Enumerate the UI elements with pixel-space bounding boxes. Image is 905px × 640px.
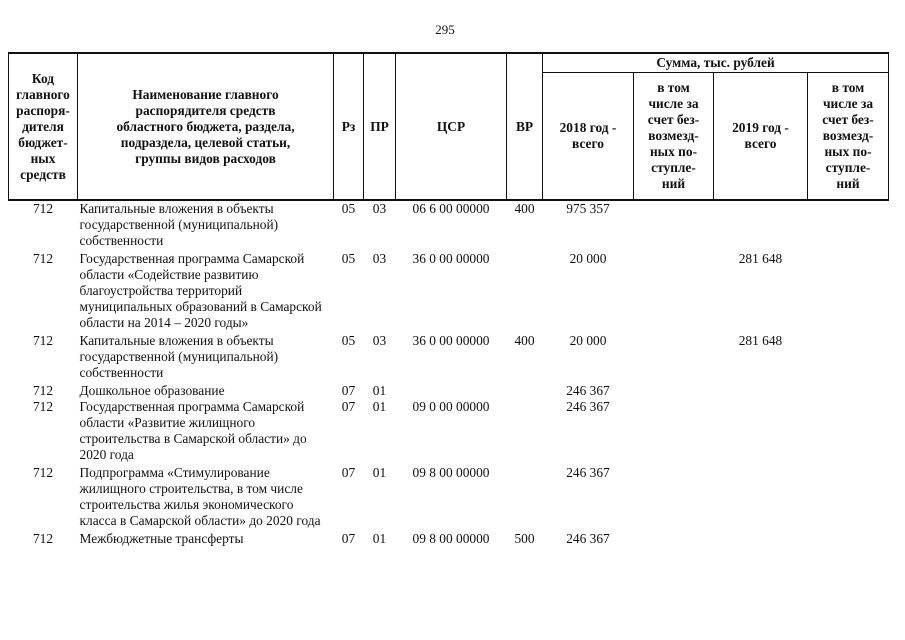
table-body <box>9 200 889 547</box>
cell-2019-total <box>714 399 808 465</box>
header-vr: ВР <box>507 53 543 200</box>
table-row <box>9 333 889 383</box>
cell-code: 712 <box>32 333 54 348</box>
cell-vr <box>507 399 543 465</box>
cell-csr: 36 0 00 00000 <box>412 333 490 348</box>
cell-code: 712 <box>32 251 54 266</box>
cell-rz: 07 <box>341 531 356 546</box>
cell-code: 712 <box>32 531 54 546</box>
cell-csr: 09 0 00 00000 <box>412 399 490 414</box>
cell-2019-total <box>714 200 808 251</box>
header-2018-free: в том числе за счет без- возмезд- ных по- ступле- ний <box>634 73 714 201</box>
cell-2018-free <box>634 333 714 383</box>
cell-vr: 500 <box>514 531 535 546</box>
header-name: Наименование главного распорядителя средств областного бюджета, раздела, подраздела, целевой статьи, группы видов расходов <box>78 53 334 200</box>
cell-vr <box>507 251 543 333</box>
cell-2018-total: 975 357 <box>566 201 610 216</box>
cell-vr <box>507 383 543 399</box>
table-row <box>9 465 889 531</box>
cell-name: Подпрограмма «Стимулирование жилищного строительства, в том числе строительства жилья экономического класса в Самарской области» до 2020 года <box>79 465 321 528</box>
cell-rz: 07 <box>341 383 356 398</box>
cell-csr: 09 8 00 00000 <box>412 465 490 480</box>
table-row <box>9 383 889 399</box>
cell-pr: 01 <box>372 531 387 546</box>
cell-2018-free <box>634 200 714 251</box>
cell-2018-total: 246 367 <box>566 399 610 414</box>
cell-2019-total <box>714 531 808 547</box>
cell-pr: 03 <box>372 333 387 348</box>
header-rz: Рз <box>334 53 364 200</box>
cell-pr: 03 <box>372 201 387 216</box>
cell-2019-free <box>808 399 889 465</box>
header-pr: ПР <box>364 53 396 200</box>
cell-2018-total: 246 367 <box>566 383 610 398</box>
cell-pr: 01 <box>372 383 387 398</box>
cell-2018-free <box>634 383 714 399</box>
cell-code: 712 <box>32 201 54 216</box>
cell-pr: 01 <box>372 465 387 480</box>
cell-2019-free <box>808 251 889 333</box>
table-header <box>9 53 889 200</box>
cell-vr <box>507 465 543 531</box>
page-number: 295 <box>435 22 455 37</box>
budget-table <box>8 52 889 547</box>
cell-name: Капитальные вложения в объекты государственной (муниципальной) собственности <box>79 201 279 248</box>
cell-rz: 05 <box>341 251 356 266</box>
cell-2019-free <box>808 200 889 251</box>
cell-pr: 03 <box>372 251 387 266</box>
cell-name: Государственная программа Самарской области «Содействие развитию благоустройства территорий муниципальных образований в Самарской области на 2014 – 2020 годы» <box>79 251 322 330</box>
cell-csr: 36 0 00 00000 <box>412 251 490 266</box>
cell-vr: 400 <box>514 201 535 216</box>
cell-2018-total: 246 367 <box>566 531 610 546</box>
cell-rz: 05 <box>341 201 356 216</box>
cell-csr: 06 6 00 00000 <box>412 201 490 216</box>
cell-name: Дошкольное образование <box>79 383 225 398</box>
header-csr: ЦСР <box>396 53 507 200</box>
cell-vr: 400 <box>514 333 535 348</box>
cell-2019-free <box>808 383 889 399</box>
table-row <box>9 531 889 547</box>
cell-2018-free <box>634 399 714 465</box>
cell-code: 712 <box>32 399 54 414</box>
cell-rz: 07 <box>341 399 356 414</box>
cell-name: Капитальные вложения в объекты государственной (муниципальной) собственности <box>79 333 279 380</box>
cell-2018-total: 20 000 <box>569 251 607 266</box>
cell-rz: 07 <box>341 465 356 480</box>
cell-2019-free <box>808 333 889 383</box>
header-2019-free: в том числе за счет без- возмезд- ных по- ступле- ний <box>808 73 889 201</box>
cell-csr: 09 8 00 00000 <box>412 531 490 546</box>
cell-code: 712 <box>32 383 54 398</box>
cell-2018-free <box>634 251 714 333</box>
table-row <box>9 200 889 251</box>
header-2019-total: 2019 год - всего <box>714 73 808 201</box>
cell-2019-total <box>714 383 808 399</box>
cell-csr <box>396 383 507 399</box>
cell-2019-free <box>808 531 889 547</box>
cell-2018-free <box>634 531 714 547</box>
cell-pr: 01 <box>372 399 387 414</box>
cell-2019-total <box>714 465 808 531</box>
cell-2018-total: 246 367 <box>566 465 610 480</box>
cell-name: Государственная программа Самарской области «Развитие жилищного строительства в Самарской области» до 2020 года <box>79 399 307 462</box>
header-sum-group: Сумма, тыс. рублей <box>543 53 889 73</box>
cell-2018-total: 20 000 <box>569 333 607 348</box>
cell-name: Межбюджетные трансферты <box>79 531 244 546</box>
cell-rz: 05 <box>341 333 356 348</box>
cell-2018-free <box>634 465 714 531</box>
table-row <box>9 251 889 333</box>
cell-2019-total: 281 648 <box>738 333 783 348</box>
header-2018-total: 2018 год - всего <box>543 73 634 201</box>
cell-2019-total: 281 648 <box>738 251 783 266</box>
header-code: Код главного распоря- дителя бюджет- ных средств <box>9 53 78 200</box>
table-row <box>9 399 889 465</box>
cell-code: 712 <box>32 465 54 480</box>
cell-2019-free <box>808 465 889 531</box>
